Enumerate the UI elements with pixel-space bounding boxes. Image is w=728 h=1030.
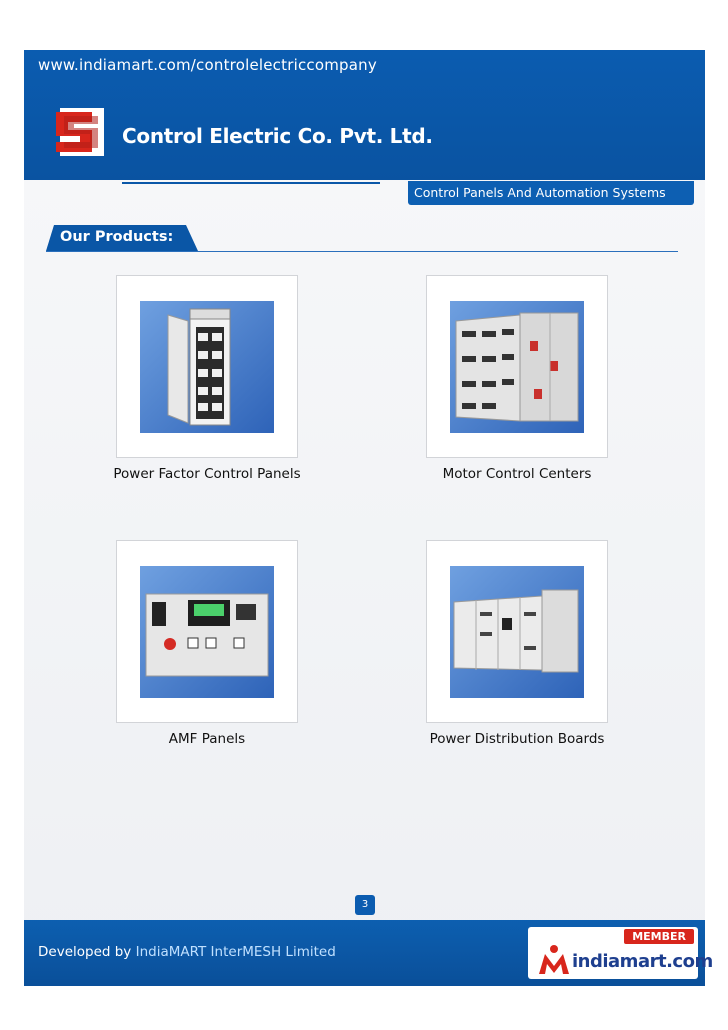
company-name: Control Electric Co. Pvt. Ltd.: [122, 124, 433, 148]
product-name: Power Distribution Boards: [429, 731, 605, 747]
power-distribution-board-image: [450, 566, 584, 698]
amf-panel-image: [140, 566, 274, 698]
power-factor-panel-image: [140, 301, 274, 433]
indiamart-logo-icon: [536, 944, 572, 976]
site-url[interactable]: www.indiamart.com/controlelectriccompany: [38, 56, 377, 74]
page-number: 3: [355, 895, 375, 915]
section-title: Our Products:: [60, 229, 174, 245]
product-name: Power Factor Control Panels: [113, 466, 301, 482]
developer-link[interactable]: IndiaMART InterMESH Limited: [135, 944, 336, 960]
developed-by-label: Developed by: [38, 944, 132, 960]
page: [24, 50, 713, 986]
developed-by: [38, 944, 336, 960]
product-card[interactable]: [116, 275, 298, 458]
product-name: AMF Panels: [168, 731, 246, 747]
product-card[interactable]: [426, 275, 608, 458]
footer: [24, 920, 713, 986]
product-card[interactable]: [116, 540, 298, 723]
member-tag: MEMBER: [624, 929, 694, 944]
header: [24, 50, 705, 180]
section-divider: [46, 251, 678, 252]
motor-control-center-image: [450, 301, 584, 433]
product-name: Motor Control Centers: [442, 466, 592, 482]
header-underline: [122, 182, 380, 184]
product-card[interactable]: [426, 540, 608, 723]
indiamart-member-badge[interactable]: [528, 927, 713, 979]
company-logo-icon: [54, 108, 104, 156]
indiamart-logo-text: indiamart.com: [572, 951, 713, 972]
tagline: Control Panels And Automation Systems: [408, 181, 694, 205]
